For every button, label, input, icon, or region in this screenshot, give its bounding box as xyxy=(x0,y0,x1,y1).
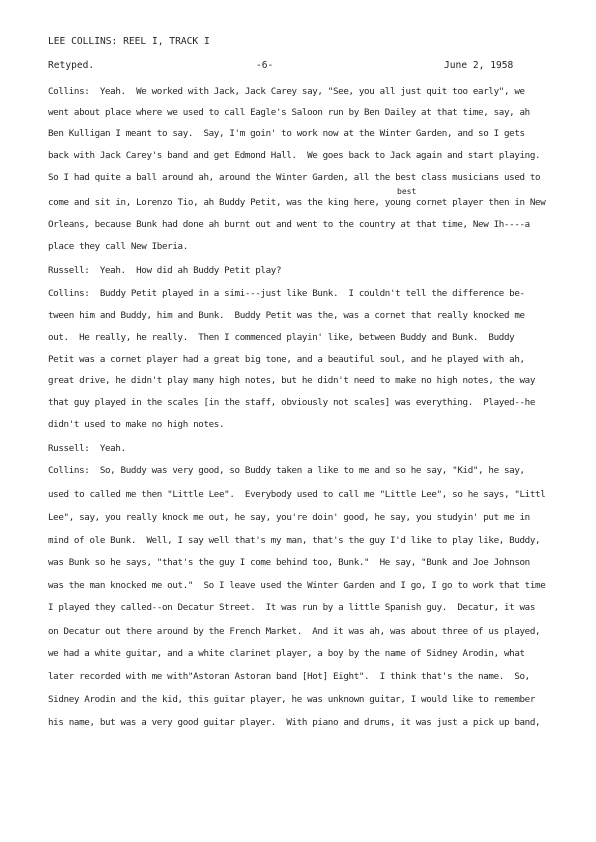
transcript-line: Ben Kulligan I meant to say. Say, I'm goin' to work now at the Winter Garden, and so I gets xyxy=(48,128,525,139)
transcript-line: So I had quite a ball around ah, around the Winter Garden, all the best class musicians used to xyxy=(48,172,541,183)
transcript-line: Collins: So, Buddy was very good, so Buddy taken a like to me and so he say, "Kid", he say, xyxy=(48,465,525,476)
document-date: June 2, 1958 xyxy=(444,60,514,71)
transcript-line: great drive, he didn't play many high notes, but he didn't need to make no high notes, the way xyxy=(48,375,536,386)
transcript-line: Orleans, because Bunk had done ah burnt out and went to the country at that time, New Ih----a xyxy=(48,219,530,230)
transcript-line: place they call New Iberia. xyxy=(48,241,188,252)
transcript-line: that guy played in the scales [in the staff, obviously not scales] was everything. Played--he xyxy=(48,397,536,408)
transcript-line: Collins: Yeah. We worked with Jack, Jack Carey say, "See, you all just quit too early", we xyxy=(48,86,525,97)
transcript-line: Russell: Yeah. xyxy=(48,443,126,454)
transcript-line: didn't used to make no high notes. xyxy=(48,419,225,430)
transcript-line: Lee", say, you really knock me out, he say, you're doin' good, he say, you studyin' put me in xyxy=(48,512,530,523)
transcript-line: Russell: Yeah. How did ah Buddy Petit play? xyxy=(48,265,282,276)
transcript-line: was Bunk so he says, "that's the guy I come behind too, Bunk." He say, "Bunk and Joe Johnson xyxy=(48,557,530,568)
transcript-line: was the man knocked me out." So I leave used the Winter Garden and I go, I go to work that time xyxy=(48,580,546,591)
transcript-line: we had a white guitar, and a white clarinet player, a boy by the name of Sidney Arodin, what xyxy=(48,648,525,659)
interlinear-insertion: best xyxy=(397,187,417,196)
document-title: LEE COLLINS: REEL I, TRACK I xyxy=(48,36,210,47)
transcript-line: mind of ole Bunk. Well, I say well that's my man, that's the guy I'd like to play like, Buddy, xyxy=(48,535,541,546)
transcript-line: went about place where we used to call Eagle's Saloon run by Ben Dailey at that time, say, ah xyxy=(48,107,530,118)
transcript-line: come and sit in, Lorenzo Tio, ah Buddy Petit, was the king here, young cornet player then in New xyxy=(48,197,546,208)
transcript-line: Sidney Arodin and the kid, this guitar player, he was unknown guitar, I would like to remember xyxy=(48,694,536,705)
transcript-line: later recorded with me with"Astoran Astoran band [Hot] Eight". I think that's the name. So, xyxy=(48,671,530,682)
transcript-line: Collins: Buddy Petit played in a simi---just like Bunk. I couldn't tell the difference be- xyxy=(48,288,525,299)
transcript-line: back with Jack Carey's band and get Edmond Hall. We goes back to Jack again and start playing. xyxy=(48,150,541,161)
transcript-line: tween him and Buddy, him and Bunk. Buddy Petit was the, was a cornet that really knocked me xyxy=(48,310,525,321)
transcript-line: used to called me then "Little Lee". Everybody used to call me "Little Lee", so he says, "Littl xyxy=(48,489,546,500)
transcript-line: I played they called--on Decatur Street. It was run by a little Spanish guy. Decatur, it was xyxy=(48,602,536,613)
transcript-line: his name, but was a very good guitar player. With piano and drums, it was just a pick up band, xyxy=(48,717,541,728)
page-number: -6- xyxy=(256,60,274,71)
transcript-line: Petit was a cornet player had a great big tone, and a beautiful soul, and he played with ah, xyxy=(48,354,525,365)
transcript-line: on Decatur out there around by the French Market. And it was ah, was about three of us played, xyxy=(48,626,541,637)
retyped-note: Retyped. xyxy=(48,60,95,71)
transcript-line: out. He really, he really. Then I commenced playin' like, between Buddy and Bunk. Buddy xyxy=(48,332,515,343)
